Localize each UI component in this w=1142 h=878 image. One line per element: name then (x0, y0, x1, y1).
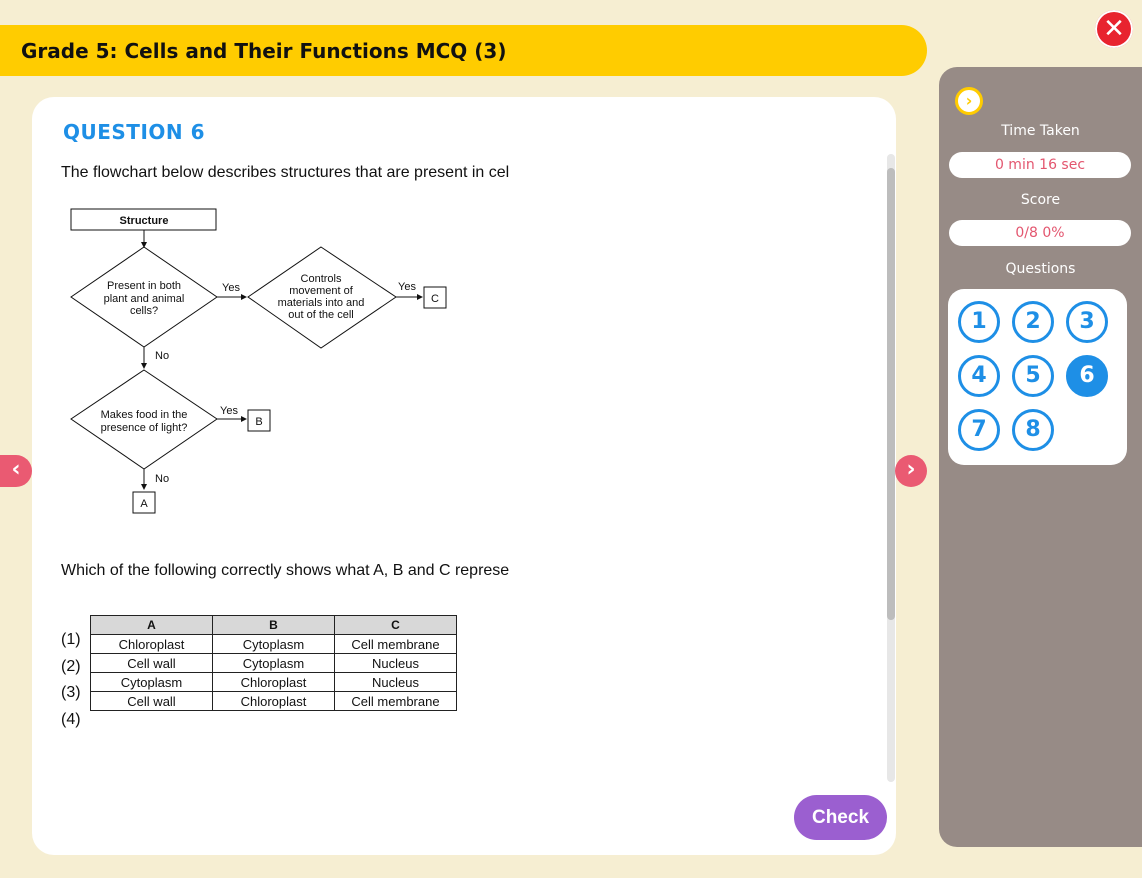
page-title: Grade 5: Cells and Their Functions MCQ (3) (21, 39, 507, 63)
table-cell: Chloroplast (213, 673, 335, 692)
question-prompt-2: Which of the following correctly shows what A, B and C represe (61, 562, 510, 579)
question-button-4[interactable]: 4 (958, 355, 1000, 397)
flow-d2-line3: materials into and (277, 297, 365, 309)
flow-yes-2: Yes (398, 281, 416, 293)
flow-a-label: A (140, 498, 148, 510)
sidebar (939, 67, 1142, 847)
col-header-b: B (213, 616, 335, 635)
time-label: Time Taken (1001, 123, 1080, 139)
flow-yes-3: Yes (220, 405, 238, 417)
question-button-3[interactable]: 3 (1066, 301, 1108, 343)
table-row (91, 673, 457, 692)
flow-c-label: C (431, 293, 439, 305)
close-button[interactable]: ✕ (1095, 10, 1133, 48)
time-value: 0 min 16 sec (949, 152, 1131, 178)
option-4[interactable]: (4) (61, 710, 81, 728)
next-question-button[interactable]: › (895, 455, 927, 487)
question-button-1[interactable]: 1 (958, 301, 1000, 343)
question-button-5[interactable]: 5 (1012, 355, 1054, 397)
collapse-sidebar-button[interactable]: › (955, 87, 983, 115)
flow-d1-line1: Present in both (107, 280, 181, 292)
question-button-6[interactable]: 6 (1066, 355, 1108, 397)
flow-yes-1: Yes (222, 282, 240, 294)
option-1[interactable]: (1) (61, 631, 81, 648)
col-header-a: A (91, 616, 213, 635)
flow-d1-line3: cells? (129, 305, 159, 317)
table-cell: Cell wall (91, 692, 213, 711)
question-grid (948, 289, 1127, 465)
table-row (91, 635, 457, 654)
table-cell: Cell wall (91, 654, 213, 673)
flow-d2-line1: Controls (300, 273, 342, 285)
flow-no-1: No (155, 350, 170, 362)
table-cell: Nucleus (335, 654, 457, 673)
table-cell: Cell membrane (335, 635, 457, 654)
options-table (90, 615, 457, 711)
table-cell: Nucleus (335, 673, 457, 692)
questions-label: Questions (1005, 261, 1076, 277)
flowchart (66, 207, 486, 527)
flow-b-label: B (255, 416, 263, 428)
table-row (91, 654, 457, 673)
table-header-row (91, 616, 457, 635)
question-card (32, 97, 896, 855)
table-cell: Chloroplast (213, 692, 335, 711)
table-cell: Cell membrane (335, 692, 457, 711)
prev-question-button[interactable]: ‹ (0, 455, 32, 487)
check-button[interactable]: Check (794, 795, 887, 840)
flow-d2-line2: movement of (289, 285, 353, 297)
table-cell: Cytoplasm (213, 635, 335, 654)
table-cell: Cytoplasm (91, 673, 213, 692)
flow-start-label: Structure (119, 215, 169, 227)
question-prompt: The flowchart below describes structures that are present in cel (61, 164, 510, 181)
score-label: Score (1020, 192, 1061, 208)
option-3[interactable]: (3) (61, 684, 81, 701)
flow-d3-line1: Makes food in the (100, 409, 188, 421)
question-button-2[interactable]: 2 (1012, 301, 1054, 343)
question-button-7[interactable]: 7 (958, 409, 1000, 451)
table-row (91, 692, 457, 711)
flow-d1-line2: plant and animal (103, 293, 185, 305)
scrollbar-thumb[interactable] (887, 168, 895, 620)
option-2[interactable]: (2) (61, 657, 81, 675)
col-header-c: C (335, 616, 457, 635)
score-value: 0/8 0% (949, 220, 1131, 246)
table-cell: Chloroplast (91, 635, 213, 654)
question-title: QUESTION 6 (63, 120, 206, 144)
flow-d3-line2: presence of light? (100, 422, 188, 434)
title-bar (0, 25, 927, 76)
table-cell: Cytoplasm (213, 654, 335, 673)
scrollbar[interactable] (887, 154, 895, 782)
flow-no-2: No (155, 473, 170, 485)
option-numbers (61, 627, 81, 733)
flow-d2-line4: out of the cell (288, 309, 354, 321)
question-button-8[interactable]: 8 (1012, 409, 1054, 451)
